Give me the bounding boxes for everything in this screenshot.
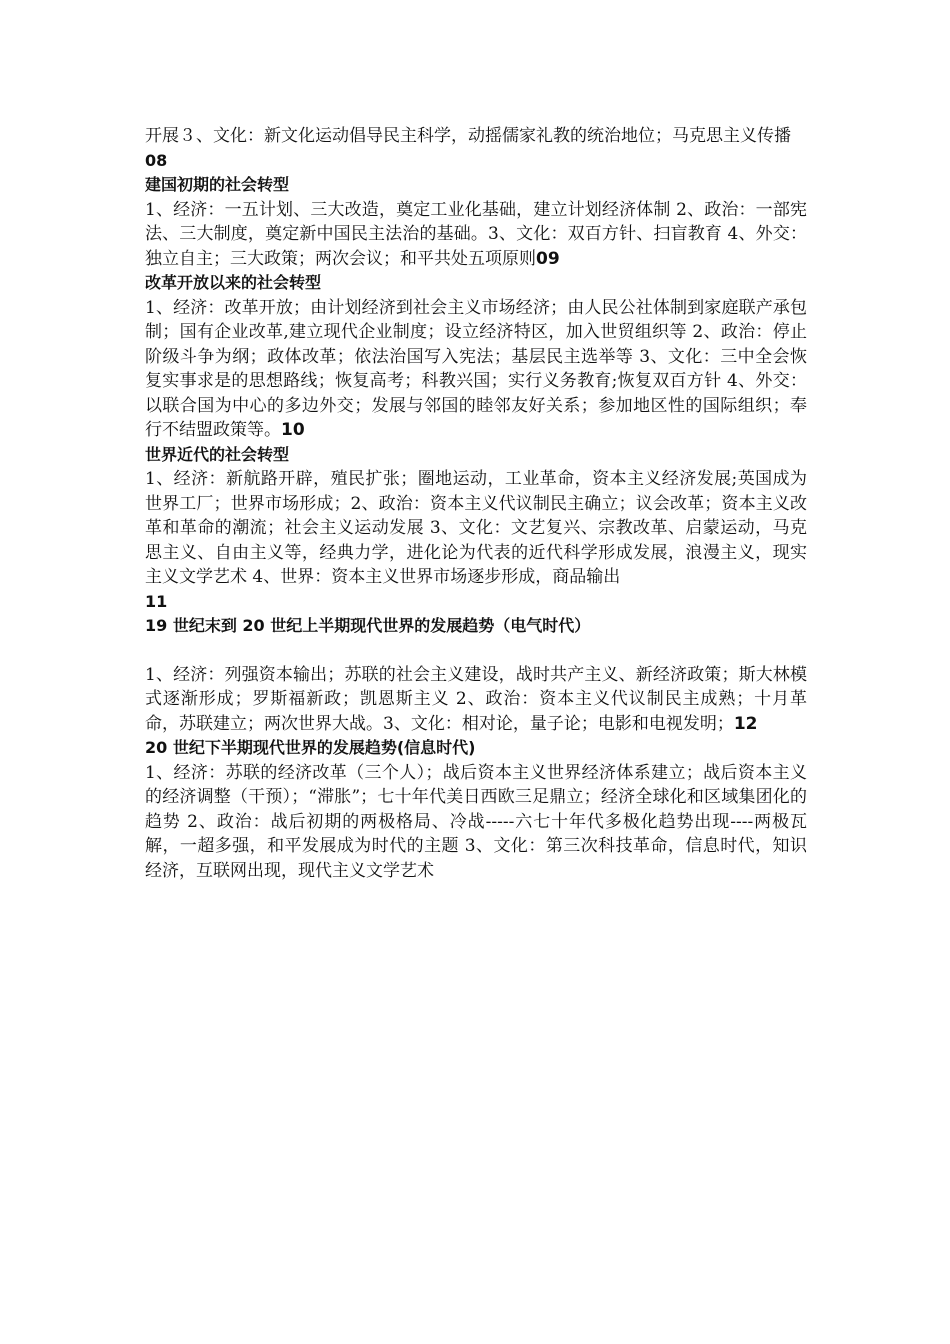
section-number-08: 08 bbox=[145, 150, 168, 170]
section-body-reform bbox=[145, 296, 807, 443]
section-body-founding bbox=[145, 198, 807, 272]
section-number-09: 09 bbox=[536, 248, 560, 269]
section-number-11: 11 bbox=[145, 591, 168, 611]
section-title-information-age: 20 世纪下半期现代世界的发展趋势(信息时代) bbox=[145, 738, 476, 757]
section-body-electric-age-text: 1、经济：列强资本输出；苏联的社会主义建设，战时共产主义、新经济政策；斯大林模式逐渐形成；罗斯福新政；凯恩斯主义 2、政治：资本主义代议制民主成熟；十月革命，苏联建立；两次世界大战。3、文化：相对论，量子论；电影和电视发明； bbox=[145, 664, 807, 734]
intro-paragraph: 开展３、文化：新文化运动倡导民主科学，动摇儒家礼教的统治地位；马克思主义传播 bbox=[145, 126, 791, 146]
document-page bbox=[145, 124, 807, 883]
blank-line bbox=[145, 639, 807, 663]
section-number-10: 10 bbox=[281, 420, 305, 440]
section-number-12: 12 bbox=[733, 713, 758, 734]
section-title-reform: 改革开放以来的社会转型 bbox=[145, 273, 322, 292]
section-body-modern-world: 1、经济：新航路开辟，殖民扩张；圈地运动，工业革命，资本主义经济发展;英国成为世界工厂；世界市场形成；2、政治：资本主义代议制民主确立；议会改革；资本主义改革和革命的潮流；社会主义运动发展 3、文化：文艺复兴、宗教改革、启蒙运动，马克思主义、自由主义等，经典力学，进化论为代表的近代科学形成发展，浪漫主义，现实主义文学艺术 4、世界：资本主义世界市场逐步形成，商品输出 bbox=[145, 469, 807, 587]
section-title-electric-age: 19 世纪末到 20 世纪上半期现代世界的发展趋势（电气时代） bbox=[145, 616, 591, 635]
section-title-founding: 建国初期的社会转型 bbox=[145, 175, 290, 194]
section-body-founding-text: 1、经济：一五计划、三大改造，奠定工业化基础，建立计划经济体制 2、政治：一部宪法、三大制度，奠定新中国民主法治的基础。3、文化：双百方针、扫盲教育 4、外交：独立自主；三大政策；两次会议；和平共处五项原则 bbox=[145, 199, 807, 269]
section-body-electric-age bbox=[145, 663, 807, 737]
section-body-information-age: 1、经济：苏联的经济改革（三个人）；战后资本主义世界经济体系建立；战后资本主义的经济调整（干预）；“滞胀”；七十年代美日西欧三足鼎立；经济全球化和区域集团化的趋势 2、政治：战后初期的两极格局、冷战-----六七十年代多极化趋势出现----两极瓦解，一超多强，和平发展成为时代的主题 3、文化：第三次科技革命，信息时代，知识经济，互联网出现，现代主义文学艺术 bbox=[145, 762, 807, 881]
section-title-modern-world: 世界近代的社会转型 bbox=[145, 444, 290, 464]
section-body-reform-text: 1、经济：改革开放；由计划经济到社会主义市场经济；由人民公社体制到家庭联产承包制；国有企业改革,建立现代企业制度；设立经济特区，加入世贸组织等 2、政治：停止阶级斗争为纲；政体改革；依法治国写入宪法；基层民主选举等 3、文化：三中全会恢复实事求是的思想路线；恢复高考；科教兴国；实行义务教育;恢复双百方针 4、外交：以联合国为中心的多边外交；发展与邻国的睦邻友好关系；参加地区性的国际组织；奉行不结盟政策等。 bbox=[145, 297, 807, 440]
